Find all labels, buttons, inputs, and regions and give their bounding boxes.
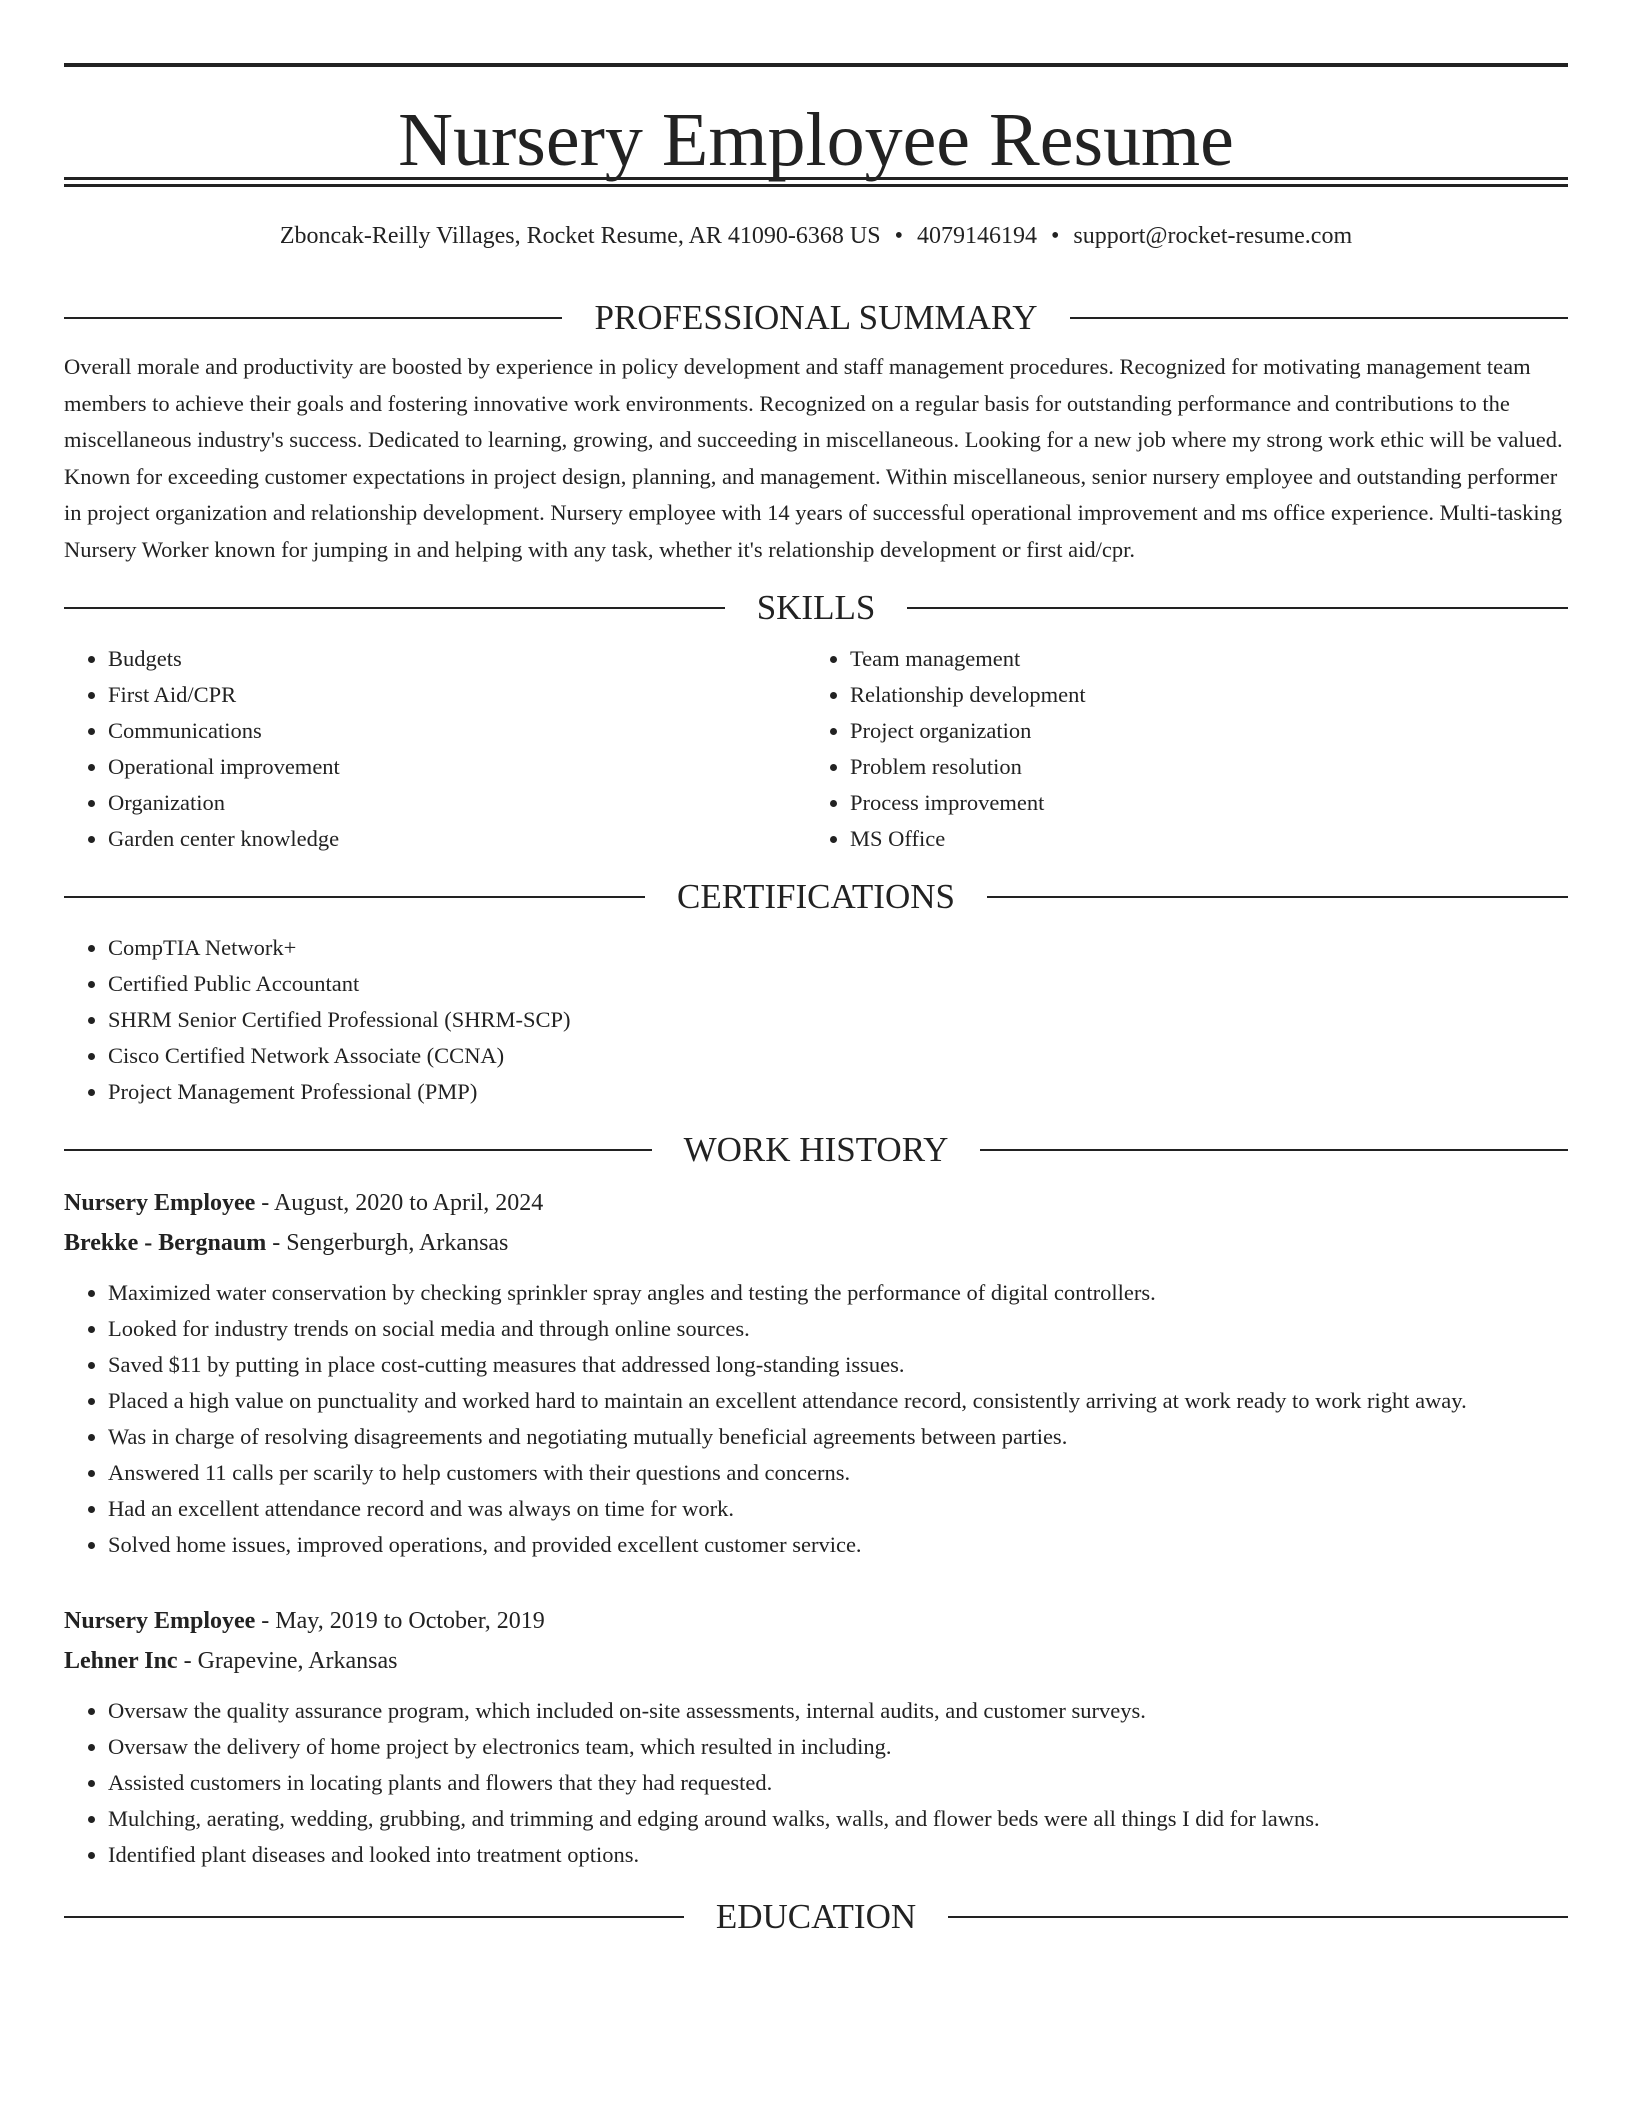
certification-item: • SHRM Senior Certified Professional (SHRM-SCP) [108, 1002, 1568, 1038]
job-duty-item: • Looked for industry trends on social media and through online sources. [108, 1311, 1568, 1347]
job-duty-item: • Maximized water conservation by checking sprinkler spray angles and testing the performance of digital controllers. [108, 1275, 1568, 1311]
contact-phone: 4079146194 [917, 223, 1038, 249]
certification-item: • CompTIA Network+ [108, 930, 1568, 966]
section-title: WORK HISTORY [683, 1130, 949, 1169]
job-dates: - May, 2019 to October, 2019 [255, 1608, 545, 1634]
skill-item: • Garden center knowledge [108, 821, 806, 857]
job-duty-item: • Saved $11 by putting in place cost-cutting measures that addressed long-standing issues. [108, 1347, 1568, 1383]
contact-separator: • [894, 223, 904, 249]
job-duties-list [64, 1275, 1568, 1563]
divider [980, 1149, 1568, 1151]
skill-item: • Team management [850, 641, 1548, 677]
skills-column-right [806, 641, 1548, 857]
section-title: SKILLS [756, 588, 876, 627]
job-duty-item: • Identified plant diseases and looked into treatment options. [108, 1837, 1568, 1873]
resume-title: Nursery Employee Resume [398, 98, 1234, 182]
job-entry [64, 1183, 1568, 1563]
section-header-certifications [64, 879, 1568, 914]
section-title: CERTIFICATIONS [677, 877, 955, 916]
job-entry [64, 1601, 1568, 1873]
job-duty-item: • Assisted customers in locating plants and flowers that they had requested. [108, 1765, 1568, 1801]
divider [64, 1916, 684, 1918]
divider [907, 607, 1568, 609]
job-duty-item: • Mulching, aerating, wedding, grubbing, and trimming and edging around walks, walls, and flower beds were all things I did for lawns. [108, 1801, 1568, 1837]
job-title: Nursery Employee [64, 1190, 256, 1216]
skill-item: • Process improvement [850, 785, 1548, 821]
job-location: - Grapevine, Arkansas [177, 1648, 398, 1674]
section-header-work-history [64, 1132, 1568, 1167]
job-duties-list [64, 1693, 1568, 1873]
title-block [64, 63, 1568, 187]
job-title-line [64, 1601, 1568, 1641]
contact-separator: • [1051, 223, 1060, 249]
skills-column-left [64, 641, 806, 857]
job-duty-item: • Answered 11 calls per scarily to help customers with their questions and concerns. [108, 1455, 1568, 1491]
skill-item: • Communications [108, 713, 806, 749]
job-title: Nursery Employee [64, 1608, 256, 1634]
contact-line [64, 223, 1568, 250]
divider [64, 896, 645, 898]
divider [987, 896, 1568, 898]
certification-item: • Project Management Professional (PMP) [108, 1074, 1568, 1110]
section-header-skills [64, 590, 1568, 625]
section-header-education [64, 1899, 1568, 1934]
skill-item: • First Aid/CPR [108, 677, 806, 713]
contact-email: support@rocket-resume.com [1073, 223, 1353, 249]
job-duty-item: • Had an excellent attendance record and was always on time for work. [108, 1491, 1568, 1527]
certification-item: • Cisco Certified Network Associate (CCNA) [108, 1038, 1568, 1074]
skill-item: • MS Office [850, 821, 1548, 857]
job-location: - Sengerburgh, Arkansas [266, 1230, 509, 1256]
divider [1070, 317, 1568, 319]
skill-item: • Operational improvement [108, 749, 806, 785]
divider [64, 607, 725, 609]
divider [64, 317, 562, 319]
job-company-line [64, 1641, 1568, 1681]
job-dates: - August, 2020 to April, 2024 [255, 1190, 544, 1216]
job-duty-item: • Was in charge of resolving disagreements and negotiating mutually beneficial agreements between parties. [108, 1419, 1568, 1455]
company-name: Lehner Inc [64, 1648, 178, 1674]
skills-list [64, 641, 1568, 857]
certification-item: • Certified Public Accountant [108, 966, 1568, 1002]
job-title-line [64, 1183, 1568, 1223]
job-duty-item: • Oversaw the quality assurance program, which included on-site assessments, internal audits, and customer surveys. [108, 1693, 1568, 1729]
contact-address: Zboncak-Reilly Villages, Rocket Resume, AR 41090-6368 US [279, 223, 881, 249]
job-duty-item: • Oversaw the delivery of home project by electronics team, which resulted in including. [108, 1729, 1568, 1765]
work-history-list [64, 1183, 1568, 1873]
divider [64, 1149, 652, 1151]
job-duty-item: • Placed a high value on punctuality and worked hard to maintain an excellent attendance record, consistently arriving at work ready to work right away. [108, 1383, 1568, 1419]
summary-paragraph: Overall morale and productivity are boosted by experience in policy development and staff management procedures. Recognized for motivating management team members to achieve their goals and fostering innovative work environments. Recognized on a regular basis for outstanding performance and contributions to the miscellaneous industry's success. Dedicated to learning, growing, and succeeding in miscellaneous. Looking for a new job where my strong work ethic will be valued. Known for exceeding customer expectations in project design, planning, and management. Within miscellaneous, senior nursery employee and outstanding performer in project organization and relationship development. Nursery employee with 14 years of successful operational improvement and ms office experience. Multi-tasking Nursery Worker known for jumping in and helping with any task, whether it's relationship development or first aid/cpr. [64, 354, 1563, 562]
skill-item: • Project organization [850, 713, 1548, 749]
company-name: Brekke - Bergnaum [64, 1230, 267, 1256]
job-company-line [64, 1223, 1568, 1263]
section-title: PROFESSIONAL SUMMARY [594, 298, 1038, 337]
section-title: EDUCATION [715, 1897, 917, 1936]
divider [948, 1916, 1568, 1918]
skill-item: • Budgets [108, 641, 806, 677]
section-header-summary [64, 300, 1568, 335]
skill-item: • Relationship development [850, 677, 1548, 713]
certifications-list [64, 930, 1568, 1110]
skill-item: • Organization [108, 785, 806, 821]
resume-page [64, 0, 1568, 1934]
skill-item: • Problem resolution [850, 749, 1548, 785]
job-duty-item: • Solved home issues, improved operations, and provided excellent customer service. [108, 1527, 1568, 1563]
